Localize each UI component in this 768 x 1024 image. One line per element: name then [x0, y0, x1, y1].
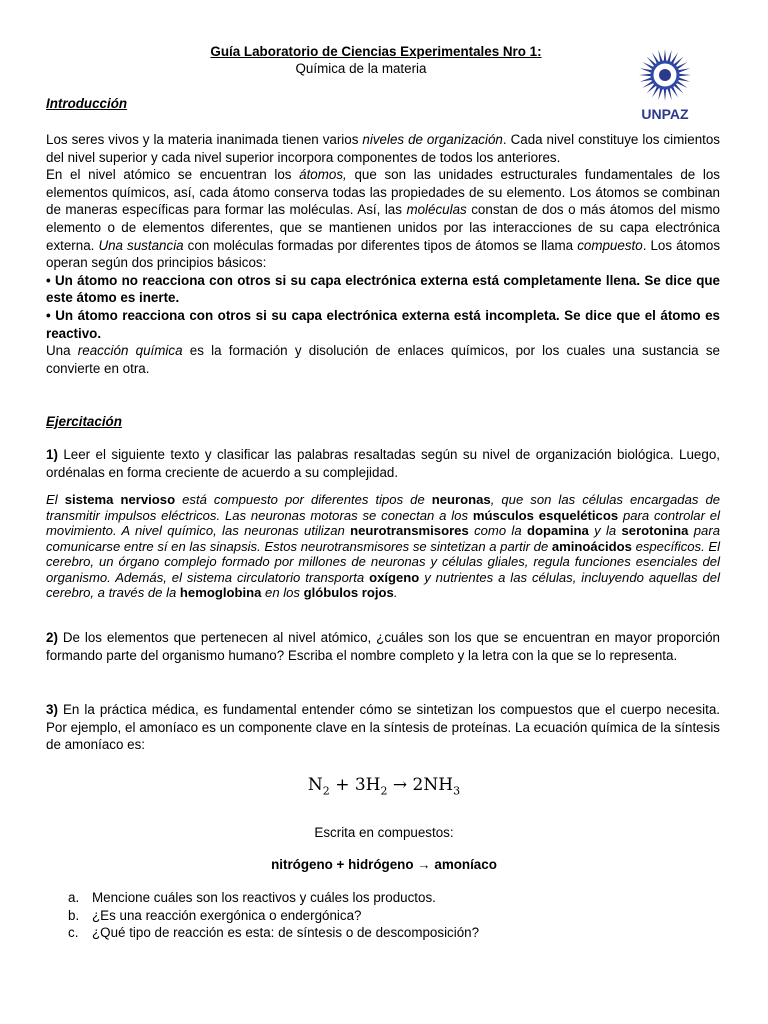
- unpaz-logo: [632, 48, 698, 124]
- intro-heading: Introducción: [46, 96, 128, 111]
- document-title: Guía Laboratorio de Ciencias Experimentales Nro 1:: [210, 44, 542, 59]
- intro-paragraph-2: En el nivel atómico se encuentran los átomos, que son las unidades estructurales fundamentales de los elementos químicos, así, cada átomo conserva todas las propiedades de su elemento. Los átomos se combinan de maneras específicas para formar las moléculas. Así, las moléculas constan de dos o más átomos del mismo elemento o de elementos diferentes, que se mantienen unidos por las interacciones de su capa electrónica externa. Una sustancia con moléculas formadas por diferentes tipos de átomos se llama compuesto. Los átomos operan según dos principios básicos:: [46, 167, 721, 271]
- list-item: a. Mencione cuáles son los reactivos y cuáles los productos.: [68, 890, 436, 905]
- logo-text: UNPAZ: [641, 106, 689, 122]
- intro-section: [46, 131, 720, 377]
- document-subtitle: Química de la materia: [295, 61, 427, 76]
- compounds-equation: nitrógeno + hidrógeno → amoníaco: [271, 857, 497, 872]
- list-item: c. ¿Qué tipo de reacción es esta: de síntesis o de descomposición?: [68, 925, 480, 941]
- logo-ray: [640, 68, 652, 72]
- logo-ray: [678, 68, 690, 72]
- logo-ray: [640, 77, 652, 81]
- question-2: 2) De los elementos que pertenecen al nivel atómico, ¿cuáles son los que se encuentran en mayor proporción formando parte del organismo humano? Escriba el nombre completo y la letra con la que se lo representa.: [46, 630, 720, 663]
- exercises-heading: Ejercitación: [46, 414, 122, 429]
- logo-ray: [658, 50, 662, 62]
- compounds-label: Escrita en compuestos:: [314, 825, 454, 840]
- question-3: 3) En la práctica médica, es fundamental entender cómo se sintetizan los compuestos que el cuerpo necesita. Por ejemplo, el amoníaco es un componente clave en la síntesis de proteínas. La ecuación química de la síntesis de amoníaco es:: [46, 702, 720, 753]
- logo-ray: [664, 49, 667, 61]
- logo-ray: [667, 50, 671, 62]
- logo-ray: [678, 77, 690, 81]
- question-3-items: [68, 889, 479, 942]
- question-1: 1) Leer el siguiente texto y clasificar las palabras resaltadas según su nivel de organización biológica. Luego, ordénalas en forma creciente de acuerdo a su complejidad.: [46, 447, 720, 480]
- logo-ray: [667, 88, 671, 100]
- logo-ray: [664, 89, 667, 101]
- principle-reactive: • Un átomo reacciona con otros si su capa electrónica externa está incompleta. Se dice que el átomo es reactivo.: [46, 307, 720, 341]
- intro-paragraph-1: Los seres vivos y la materia inanimada tienen varios niveles de organización. Cada nivel constituye los cimientos del nivel superior y cada nivel superior incorpora componentes de todos los anteriores.: [46, 132, 720, 165]
- logo-ray: [639, 74, 651, 77]
- reading-text: El sistema nervioso está compuesto por diferentes tipos de neuronas, que son las células encargadas de transmitir impulsos eléctricos. Las neuronas motoras se conectan a los músculos esqueléticos para controlar el movimiento. A nivel químico, las neuronas utilizan neurotransmisores como la dopamina y la serotonina para comunicarse entre sí en las sinapsis. Estos neurotransmisores se sintetizan a partir de aminoácidos específicos. El cerebro, un órgano complejo formado por millones de neuronas y células gliales, regula funciones esenciales del organismo. Además, el sistema circulatorio transporta oxígeno y nutrientes a las células, incluyendo aquellas del cerebro, a través de la hemoglobina en los glóbulos rojos.: [46, 492, 721, 600]
- list-item: b. ¿Es una reacción exergónica o endergónica?: [68, 907, 362, 923]
- logo-ray: [679, 74, 691, 77]
- principle-inert: • Un átomo no reacciona con otros si su capa electrónica externa está completamente llena. Se dice que este átomo es inerte.: [46, 272, 720, 306]
- logo-ray: [658, 88, 662, 100]
- ammonia-equation: $N_2 + 3H_2 \to 2NH_3$: [307, 775, 461, 798]
- intro-paragraph-3: Una reacción química es la formación y disolución de enlaces químicos, por los cuales una sustancia se convierte en otra.: [46, 343, 720, 376]
